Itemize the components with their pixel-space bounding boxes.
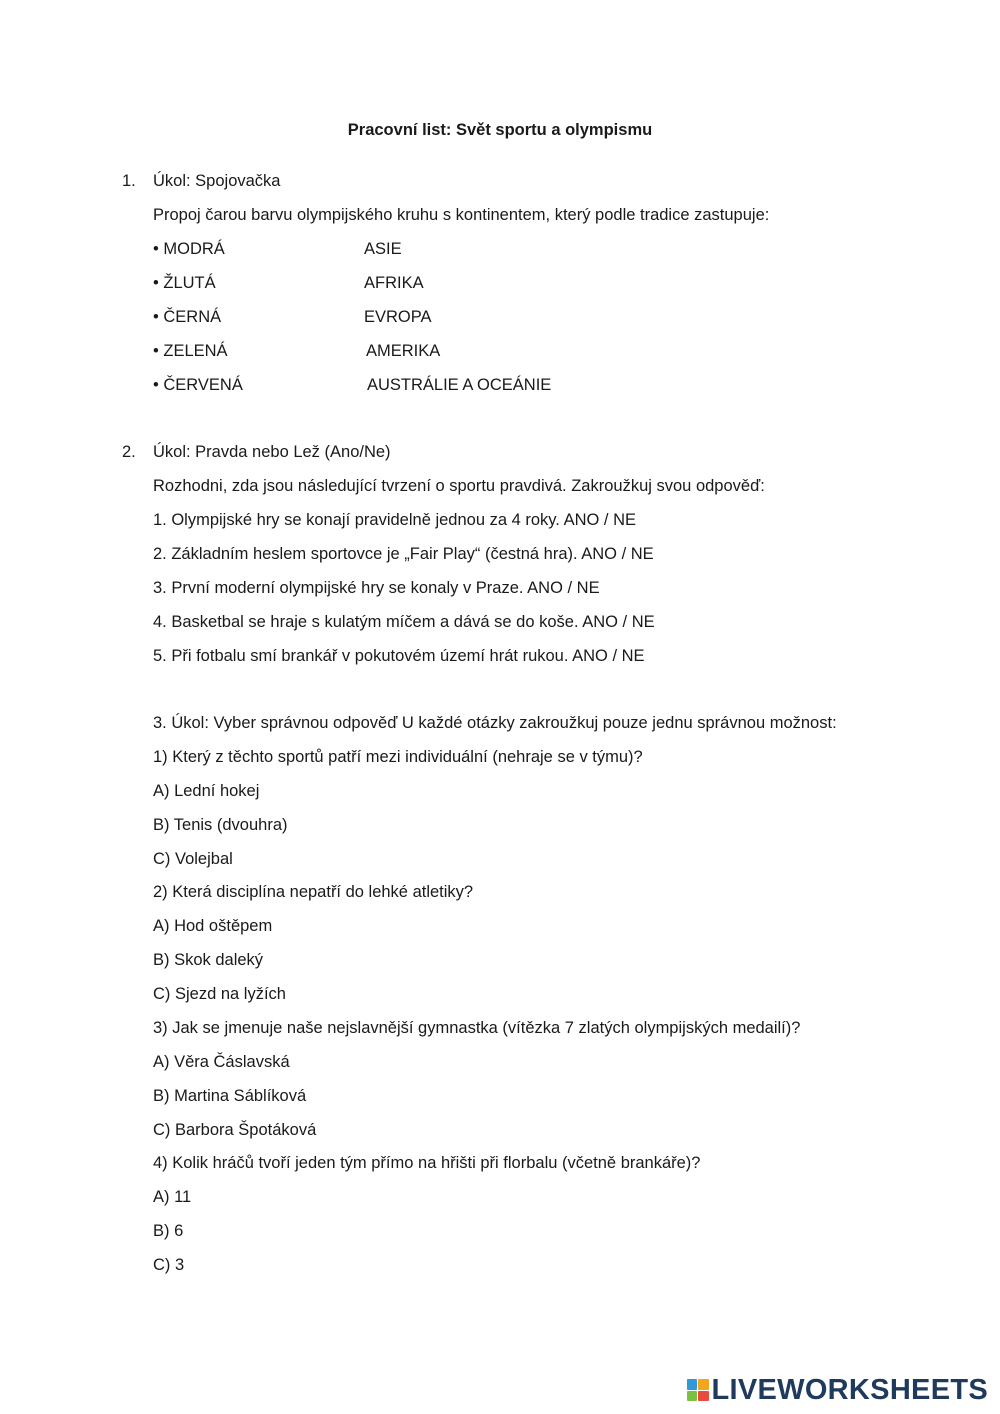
color-item[interactable]: • ČERNÁ <box>153 308 222 326</box>
answer-option[interactable]: C) Sjezd na lyžích <box>153 985 286 1003</box>
answer-option[interactable]: A) Věra Čáslavská <box>153 1053 290 1071</box>
question-text: 2) Která disciplína nepatří do lehké atletiky? <box>153 883 474 901</box>
answer-option[interactable]: B) Martina Sáblíková <box>153 1087 307 1105</box>
continent-item[interactable]: AUSTRÁLIE A OCEÁNIE <box>367 376 552 394</box>
brand-text: LIVEWORKSHEETS <box>711 1373 988 1406</box>
task2-instruction: Rozhodni, zda jsou následující tvrzení o sportu pravdivá. Zakroužkuj svou odpověď: <box>153 477 765 495</box>
answer-option[interactable]: C) Barbora Špotáková <box>153 1121 317 1139</box>
color-item[interactable]: • ČERVENÁ <box>153 376 243 394</box>
answer-option[interactable]: C) 3 <box>153 1256 185 1274</box>
task3-heading: 3. Úkol: Vyber správnou odpověď U každé otázky zakroužkuj pouze jednu správnou možnost: <box>153 714 837 732</box>
answer-option[interactable]: A) 11 <box>153 1188 192 1206</box>
liveworksheets-icon <box>687 1379 709 1401</box>
answer-option[interactable]: A) Hod oštěpem <box>153 917 273 935</box>
question-text: 4) Kolik hráčů tvoří jeden tým přímo na hřišti při florbalu (včetně brankáře)? <box>153 1154 701 1172</box>
color-item[interactable]: • ŽLUTÁ <box>153 274 216 292</box>
continent-item[interactable]: ASIE <box>364 240 402 258</box>
question-text: 3) Jak se jmenuje naše nejslavnější gymnastka (vítězka 7 zlatých olympijských medailí)? <box>153 1019 801 1037</box>
question-text: 1) Který z těchto sportů patří mezi individuální (nehraje se v týmu)? <box>153 748 643 766</box>
task2-number: 2. <box>122 443 136 461</box>
continent-item[interactable]: EVROPA <box>364 308 432 326</box>
task1-number: 1. <box>122 172 136 190</box>
task2-heading: Úkol: Pravda nebo Lež (Ano/Ne) <box>153 443 391 461</box>
continent-item[interactable]: AMERIKA <box>366 342 441 360</box>
task1-instruction: Propoj čarou barvu olympijského kruhu s kontinentem, který podle tradice zastupuje: <box>153 206 770 224</box>
statement-item[interactable]: 2. Základním heslem sportovce je „Fair Play“ (čestná hra). ANO / NE <box>153 545 654 563</box>
statement-item[interactable]: 1. Olympijské hry se konají pravidelně jednou za 4 roky. ANO / NE <box>153 511 636 529</box>
answer-option[interactable]: B) Skok daleký <box>153 951 264 969</box>
answer-option[interactable]: B) Tenis (dvouhra) <box>153 816 288 834</box>
statement-item[interactable]: 4. Basketbal se hraje s kulatým míčem a dává se do koše. ANO / NE <box>153 613 655 631</box>
color-item[interactable]: • MODRÁ <box>153 240 225 258</box>
task1-heading: Úkol: Spojovačka <box>153 172 281 190</box>
page-title: Pracovní list: Svět sportu a olympismu <box>347 121 653 139</box>
answer-option[interactable]: A) Lední hokej <box>153 782 260 800</box>
statement-item[interactable]: 3. První moderní olympijské hry se konaly v Praze. ANO / NE <box>153 579 600 597</box>
continent-item[interactable]: AFRIKA <box>364 274 424 292</box>
liveworksheets-logo <box>687 1374 989 1406</box>
answer-option[interactable]: B) 6 <box>153 1222 184 1240</box>
color-item[interactable]: • ZELENÁ <box>153 342 228 360</box>
statement-item[interactable]: 5. Při fotbalu smí brankář v pokutovém území hrát rukou. ANO / NE <box>153 647 645 665</box>
answer-option[interactable]: C) Volejbal <box>153 850 233 868</box>
